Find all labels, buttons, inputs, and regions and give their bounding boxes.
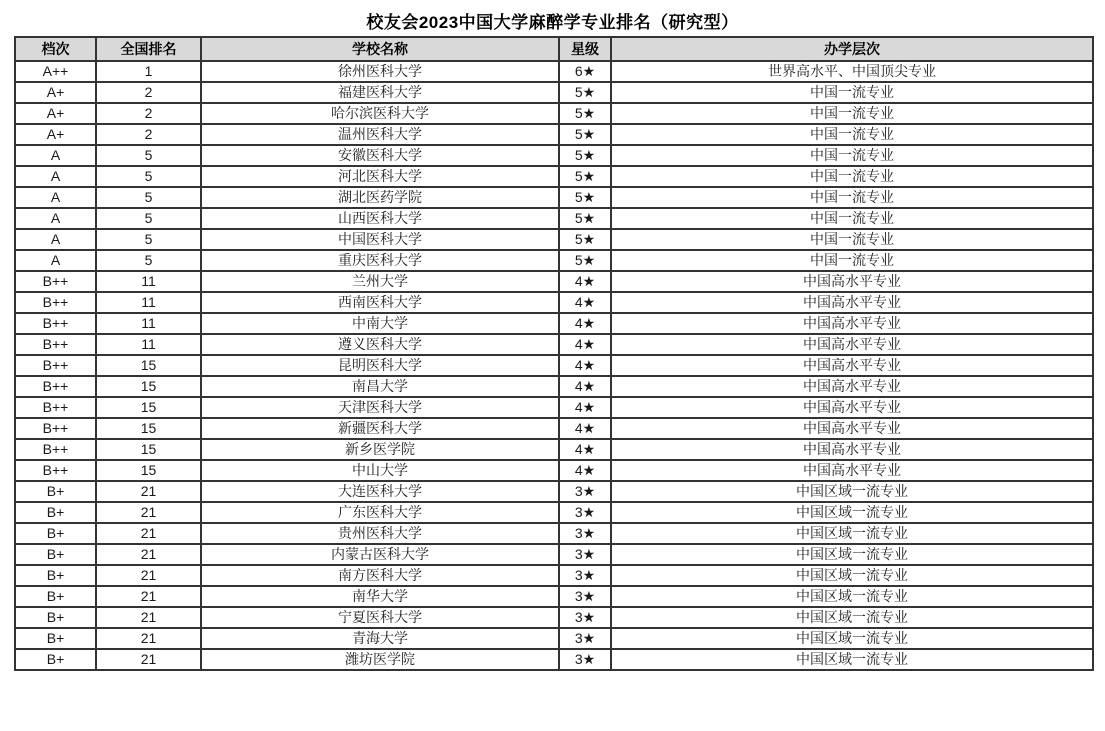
cell-stars: 4★ — [559, 334, 611, 355]
cell-level: 中国高水平专业 — [611, 439, 1093, 460]
table-row — [15, 628, 1093, 649]
cell-stars: 3★ — [559, 586, 611, 607]
table-row — [15, 313, 1093, 334]
cell-level: 中国高水平专业 — [611, 313, 1093, 334]
cell-rank: 21 — [96, 607, 201, 628]
cell-rank: 11 — [96, 292, 201, 313]
cell-level: 中国一流专业 — [611, 145, 1093, 166]
cell-stars: 5★ — [559, 187, 611, 208]
cell-level: 中国高水平专业 — [611, 271, 1093, 292]
cell-tier: A — [15, 166, 96, 187]
cell-stars: 5★ — [559, 229, 611, 250]
table-row — [15, 292, 1093, 313]
cell-school: 南方医科大学 — [201, 565, 559, 586]
cell-level: 中国高水平专业 — [611, 292, 1093, 313]
cell-tier: B+ — [15, 544, 96, 565]
cell-rank: 21 — [96, 502, 201, 523]
table-row — [15, 418, 1093, 439]
cell-tier: B+ — [15, 502, 96, 523]
cell-rank: 21 — [96, 544, 201, 565]
cell-rank: 5 — [96, 250, 201, 271]
cell-rank: 15 — [96, 355, 201, 376]
cell-tier: A — [15, 208, 96, 229]
cell-rank: 5 — [96, 166, 201, 187]
column-header-tier: 档次 — [15, 37, 96, 61]
cell-tier: B+ — [15, 628, 96, 649]
table-row — [15, 523, 1093, 544]
table-row — [15, 334, 1093, 355]
cell-rank: 2 — [96, 82, 201, 103]
cell-level: 中国一流专业 — [611, 166, 1093, 187]
table-row — [15, 376, 1093, 397]
cell-tier: A++ — [15, 61, 96, 82]
cell-tier: B++ — [15, 313, 96, 334]
table-row — [15, 187, 1093, 208]
cell-school: 西南医科大学 — [201, 292, 559, 313]
cell-stars: 3★ — [559, 502, 611, 523]
table-row — [15, 607, 1093, 628]
cell-stars: 3★ — [559, 607, 611, 628]
cell-level: 中国区域一流专业 — [611, 481, 1093, 502]
ranking-table — [14, 36, 1094, 671]
cell-level: 中国一流专业 — [611, 250, 1093, 271]
cell-school: 新乡医学院 — [201, 439, 559, 460]
cell-stars: 4★ — [559, 355, 611, 376]
cell-level: 中国一流专业 — [611, 103, 1093, 124]
cell-level: 中国高水平专业 — [611, 376, 1093, 397]
cell-rank: 15 — [96, 460, 201, 481]
table-row — [15, 166, 1093, 187]
cell-tier: B+ — [15, 565, 96, 586]
cell-tier: B+ — [15, 607, 96, 628]
cell-school: 福建医科大学 — [201, 82, 559, 103]
cell-stars: 4★ — [559, 376, 611, 397]
cell-level: 中国区域一流专业 — [611, 649, 1093, 670]
cell-school: 湖北医药学院 — [201, 187, 559, 208]
cell-school: 贵州医科大学 — [201, 523, 559, 544]
cell-stars: 5★ — [559, 250, 611, 271]
cell-tier: B++ — [15, 376, 96, 397]
cell-stars: 3★ — [559, 565, 611, 586]
cell-stars: 4★ — [559, 397, 611, 418]
cell-stars: 5★ — [559, 145, 611, 166]
table-row — [15, 460, 1093, 481]
cell-stars: 4★ — [559, 313, 611, 334]
table-row — [15, 544, 1093, 565]
cell-stars: 3★ — [559, 523, 611, 544]
table-row — [15, 208, 1093, 229]
cell-school: 昆明医科大学 — [201, 355, 559, 376]
cell-tier: A+ — [15, 124, 96, 145]
table-header-row — [15, 37, 1093, 61]
table-row — [15, 82, 1093, 103]
cell-tier: B+ — [15, 523, 96, 544]
cell-rank: 21 — [96, 481, 201, 502]
cell-level: 中国区域一流专业 — [611, 565, 1093, 586]
column-header-school-name: 学校名称 — [201, 37, 559, 61]
cell-rank: 21 — [96, 586, 201, 607]
cell-tier: A — [15, 145, 96, 166]
cell-stars: 4★ — [559, 439, 611, 460]
cell-rank: 11 — [96, 313, 201, 334]
cell-stars: 4★ — [559, 418, 611, 439]
cell-school: 哈尔滨医科大学 — [201, 103, 559, 124]
cell-level: 中国区域一流专业 — [611, 502, 1093, 523]
cell-school: 新疆医科大学 — [201, 418, 559, 439]
cell-level: 中国高水平专业 — [611, 460, 1093, 481]
table-row — [15, 124, 1093, 145]
table-row — [15, 565, 1093, 586]
cell-rank: 2 — [96, 124, 201, 145]
cell-school: 宁夏医科大学 — [201, 607, 559, 628]
cell-level: 世界高水平、中国顶尖专业 — [611, 61, 1093, 82]
cell-level: 中国区域一流专业 — [611, 607, 1093, 628]
cell-school: 潍坊医学院 — [201, 649, 559, 670]
cell-rank: 15 — [96, 439, 201, 460]
column-header-education-level: 办学层次 — [611, 37, 1093, 61]
cell-tier: A — [15, 187, 96, 208]
table-row — [15, 502, 1093, 523]
table-row — [15, 481, 1093, 502]
cell-tier: A+ — [15, 82, 96, 103]
cell-tier: B++ — [15, 271, 96, 292]
cell-level: 中国一流专业 — [611, 229, 1093, 250]
cell-tier: B++ — [15, 397, 96, 418]
cell-school: 安徽医科大学 — [201, 145, 559, 166]
cell-rank: 15 — [96, 397, 201, 418]
cell-stars: 3★ — [559, 628, 611, 649]
cell-level: 中国区域一流专业 — [611, 523, 1093, 544]
cell-level: 中国高水平专业 — [611, 355, 1093, 376]
cell-school: 徐州医科大学 — [201, 61, 559, 82]
cell-level: 中国区域一流专业 — [611, 544, 1093, 565]
cell-level: 中国高水平专业 — [611, 418, 1093, 439]
cell-stars: 5★ — [559, 103, 611, 124]
cell-school: 天津医科大学 — [201, 397, 559, 418]
cell-tier: B++ — [15, 460, 96, 481]
table-row — [15, 439, 1093, 460]
table-row — [15, 229, 1093, 250]
cell-tier: B+ — [15, 586, 96, 607]
cell-tier: A — [15, 229, 96, 250]
table-row — [15, 103, 1093, 124]
cell-rank: 21 — [96, 565, 201, 586]
cell-school: 温州医科大学 — [201, 124, 559, 145]
cell-stars: 5★ — [559, 82, 611, 103]
cell-rank: 21 — [96, 523, 201, 544]
cell-school: 兰州大学 — [201, 271, 559, 292]
column-header-national-rank: 全国排名 — [96, 37, 201, 61]
cell-level: 中国一流专业 — [611, 124, 1093, 145]
table-row — [15, 397, 1093, 418]
cell-tier: B++ — [15, 418, 96, 439]
cell-tier: A — [15, 250, 96, 271]
table-body — [15, 61, 1093, 670]
cell-stars: 4★ — [559, 292, 611, 313]
cell-rank: 11 — [96, 334, 201, 355]
cell-stars: 6★ — [559, 61, 611, 82]
cell-level: 中国一流专业 — [611, 208, 1093, 229]
cell-school: 遵义医科大学 — [201, 334, 559, 355]
cell-school: 南华大学 — [201, 586, 559, 607]
cell-rank: 2 — [96, 103, 201, 124]
cell-level: 中国高水平专业 — [611, 397, 1093, 418]
cell-school: 重庆医科大学 — [201, 250, 559, 271]
cell-level: 中国一流专业 — [611, 187, 1093, 208]
cell-tier: B++ — [15, 439, 96, 460]
cell-tier: B++ — [15, 292, 96, 313]
cell-school: 山西医科大学 — [201, 208, 559, 229]
cell-rank: 5 — [96, 208, 201, 229]
cell-stars: 5★ — [559, 124, 611, 145]
cell-school: 河北医科大学 — [201, 166, 559, 187]
column-header-star-rating: 星级 — [559, 37, 611, 61]
cell-tier: B+ — [15, 481, 96, 502]
cell-stars: 3★ — [559, 544, 611, 565]
cell-stars: 3★ — [559, 649, 611, 670]
cell-stars: 4★ — [559, 460, 611, 481]
cell-level: 中国区域一流专业 — [611, 586, 1093, 607]
cell-school: 内蒙古医科大学 — [201, 544, 559, 565]
cell-tier: A+ — [15, 103, 96, 124]
page-title: 校友会2023中国大学麻醉学专业排名（研究型） — [366, 13, 739, 32]
cell-level: 中国高水平专业 — [611, 334, 1093, 355]
table-row — [15, 271, 1093, 292]
cell-school: 大连医科大学 — [201, 481, 559, 502]
cell-rank: 5 — [96, 229, 201, 250]
cell-stars: 5★ — [559, 208, 611, 229]
cell-level: 中国区域一流专业 — [611, 628, 1093, 649]
cell-rank: 11 — [96, 271, 201, 292]
table-row — [15, 586, 1093, 607]
cell-tier: B++ — [15, 334, 96, 355]
cell-rank: 15 — [96, 418, 201, 439]
cell-school: 南昌大学 — [201, 376, 559, 397]
cell-tier: B+ — [15, 649, 96, 670]
cell-school: 青海大学 — [201, 628, 559, 649]
table-row — [15, 355, 1093, 376]
cell-school: 中国医科大学 — [201, 229, 559, 250]
cell-stars: 5★ — [559, 166, 611, 187]
cell-level: 中国一流专业 — [611, 82, 1093, 103]
cell-school: 中南大学 — [201, 313, 559, 334]
cell-rank: 15 — [96, 376, 201, 397]
cell-stars: 3★ — [559, 481, 611, 502]
table-row — [15, 61, 1093, 82]
cell-rank: 5 — [96, 145, 201, 166]
cell-school: 中山大学 — [201, 460, 559, 481]
cell-tier: B++ — [15, 355, 96, 376]
table-row — [15, 250, 1093, 271]
table-row — [15, 649, 1093, 670]
cell-rank: 5 — [96, 187, 201, 208]
cell-rank: 21 — [96, 649, 201, 670]
cell-rank: 21 — [96, 628, 201, 649]
cell-stars: 4★ — [559, 271, 611, 292]
cell-rank: 1 — [96, 61, 201, 82]
cell-school: 广东医科大学 — [201, 502, 559, 523]
table-row — [15, 145, 1093, 166]
